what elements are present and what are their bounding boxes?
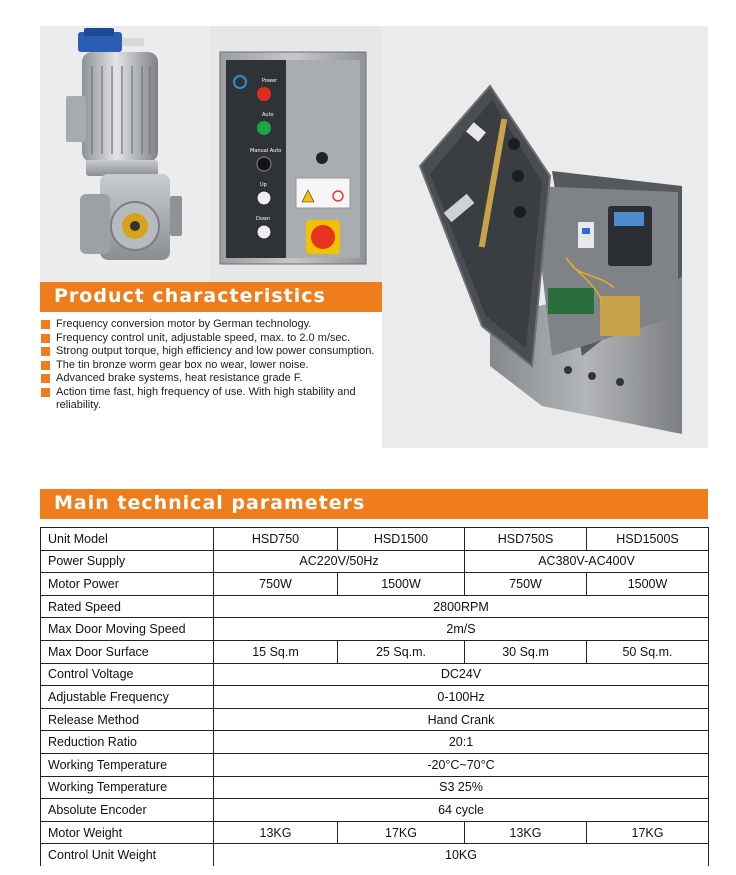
table-cell: 1500W (338, 573, 465, 596)
product-characteristics-banner (40, 282, 382, 312)
bullet-square-icon (41, 334, 50, 343)
row-label: Absolute Encoder (41, 799, 214, 822)
table-cell: HSD1500S (587, 528, 709, 551)
row-label: Max Door Surface (41, 640, 214, 663)
table-cell: HSD1500 (338, 528, 465, 551)
feature-item: Action time fast, high frequency of use. With high stability and reliability. (40, 386, 380, 413)
product-characteristics-title: Product characteristics (54, 285, 326, 307)
table-cell: HSD750 (214, 528, 338, 551)
open-control-box-photo (382, 26, 708, 448)
table-row (41, 595, 709, 618)
row-label: Working Temperature (41, 776, 214, 799)
table-cell: 30 Sq.m (465, 640, 587, 663)
motor-photo (40, 26, 210, 282)
control-box-photo (210, 26, 382, 282)
table-cell: 750W (214, 573, 338, 596)
auto-lamp-icon (257, 121, 271, 135)
bullet-square-icon (41, 361, 50, 370)
table-cell: -20°C~70°C (214, 753, 709, 776)
row-label: Control Unit Weight (41, 844, 214, 866)
table-row (41, 663, 709, 686)
label-power: Power (262, 78, 278, 84)
row-label: Motor Weight (41, 821, 214, 844)
table-row (41, 731, 709, 754)
breaker-icon (578, 222, 594, 248)
table-cell: 50 Sq.m. (587, 640, 709, 663)
feature-item: Frequency conversion motor by German technology. (40, 318, 380, 332)
table-cell: 2m/S (214, 618, 709, 641)
down-button-icon (257, 225, 271, 239)
row-label: Working Temperature (41, 753, 214, 776)
feature-item: The tin bronze worm gear box no wear, lower noise. (40, 359, 380, 373)
technical-parameters-title: Main technical parameters (54, 492, 366, 514)
table-cell: S3 25% (214, 776, 709, 799)
label-down: Down (256, 216, 271, 222)
row-label: Rated Speed (41, 595, 214, 618)
gear-motor-illustration (40, 26, 210, 282)
table-row (41, 573, 709, 596)
table-row (41, 753, 709, 776)
table-row (41, 550, 709, 573)
feature-item: Strong output torque, high efficiency and low power consumption. (40, 345, 380, 359)
emergency-stop-icon (311, 225, 335, 249)
table-row (41, 686, 709, 709)
table-row (41, 640, 709, 663)
bullet-square-icon (41, 374, 50, 383)
table-cell: 20:1 (214, 731, 709, 754)
key-switch-icon (316, 152, 328, 164)
bullet-square-icon (41, 347, 50, 356)
table-row (41, 528, 709, 551)
label-up: Up (260, 182, 267, 188)
table-cell: AC380V-AC400V (465, 550, 709, 573)
table-cell: 17KG (587, 821, 709, 844)
feature-item: Frequency control unit, adjustable speed, max. to 2.0 m/sec. (40, 332, 380, 346)
table-cell: DC24V (214, 663, 709, 686)
bullet-square-icon (41, 388, 50, 397)
table-row (41, 821, 709, 844)
table-cell: 25 Sq.m. (338, 640, 465, 663)
bullet-square-icon (41, 320, 50, 329)
table-cell: AC220V/50Hz (214, 550, 465, 573)
table-row (41, 708, 709, 731)
table-cell: 13KG (465, 821, 587, 844)
table-cell: 2800RPM (214, 595, 709, 618)
control-box-illustration (210, 26, 382, 282)
row-label: Reduction Ratio (41, 731, 214, 754)
table-cell: 15 Sq.m (214, 640, 338, 663)
table-row (41, 618, 709, 641)
feature-list (40, 318, 380, 413)
label-auto: Auto (262, 112, 274, 118)
technical-parameters-table (40, 527, 709, 866)
row-label: Unit Model (41, 528, 214, 551)
technical-parameters-banner (40, 489, 708, 519)
row-label: Motor Power (41, 573, 214, 596)
selector-switch-icon (257, 157, 271, 171)
table-cell: 64 cycle (214, 799, 709, 822)
table-cell: 17KG (338, 821, 465, 844)
row-label: Control Voltage (41, 663, 214, 686)
table-row (41, 776, 709, 799)
table-cell: Hand Crank (214, 708, 709, 731)
table-cell: 1500W (587, 573, 709, 596)
feature-item: Advanced brake systems, heat resistance grade F. (40, 372, 380, 386)
up-button-icon (257, 191, 271, 205)
row-label: Adjustable Frequency (41, 686, 214, 709)
open-control-box-illustration (382, 26, 708, 448)
table-cell: 0-100Hz (214, 686, 709, 709)
row-label: Release Method (41, 708, 214, 731)
label-manual-auto: Manual Auto (250, 148, 282, 154)
table-row (41, 799, 709, 822)
table-cell: 750W (465, 573, 587, 596)
power-lamp-icon (257, 87, 271, 101)
table-cell: 10KG (214, 844, 709, 866)
table-row (41, 844, 709, 866)
row-label: Power Supply (41, 550, 214, 573)
row-label: Max Door Moving Speed (41, 618, 214, 641)
circuit-board-icon (548, 288, 594, 314)
table-cell: HSD750S (465, 528, 587, 551)
table-cell: 13KG (214, 821, 338, 844)
